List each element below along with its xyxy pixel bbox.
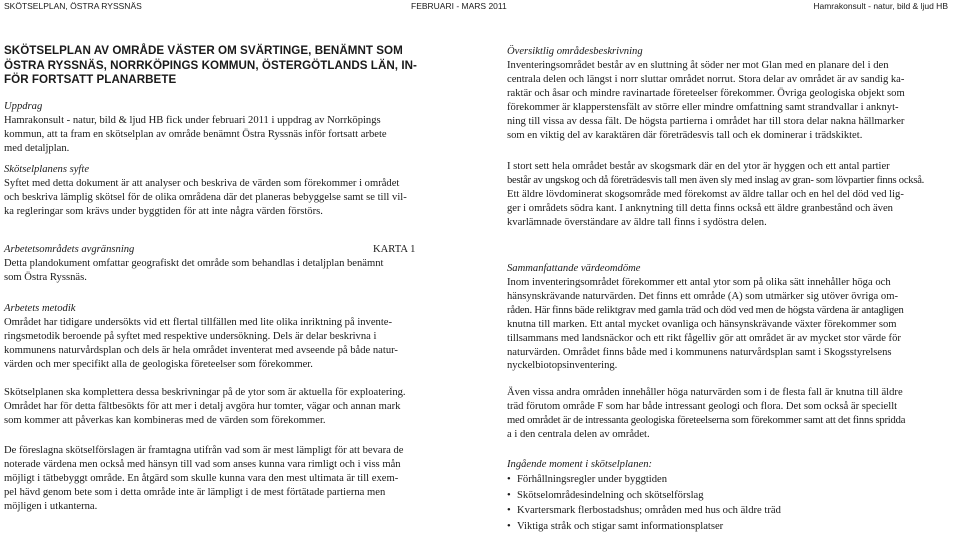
title-line: FÖR FORTSATT PLANARBETE <box>4 73 176 86</box>
paragraph: Inventeringsområdet består av en sluttning åt söder ner mot Glan med en planare del i den centrala delen och längst i norr sluttar området norrut. Stora delar av området är av sandig ka- raktär och åsar och mindre ravinartade företeelser förekommer. Övriga geologiska objekt som förekommer är klapperstensfält av större eller mindre omfattning samt strandvallar i anknyt- ning till vissa av dessa fält. De högsta partierna i området har till stora delar nakna hällmarker som en viktig del av karaktären där företrädesvis tall och ek dominerar i trädskiktet. <box>507 59 955 142</box>
title-line: SKÖTSELPLAN AV OMRÅDE VÄSTER OM SVÄRTINGE, BENÄMNT SOM <box>4 44 403 57</box>
paragraph: Hamrakonsult - natur, bild & ljud HB fick under februari 2011 i uppdrag av Norrköpings kommun, att ta fram en skötselplan av område benämnt Östra Ryssnäs inför fortsatt arbete med detaljplan. <box>4 114 452 156</box>
document-title <box>4 44 444 88</box>
list-item: • Viktiga stråk och stigar samt informationsplatser <box>507 519 955 534</box>
section-ovriga <box>507 386 955 442</box>
paragraph: I stort sett hela området består av skogsmark där en del ytor är hyggen och ett antal partier består av ungskog och då företrädesvis tall men även sly med inslag av gran- som lövpartier finns också. Ett äldre lövdominerat skogsområde med förekomst av äldre tallar och en hel del död ved lig- ger i områdets södra kant. I anknytning till detta finns också ett äldre granbestånd och även kvarlämnade överständare av äldre tall finns i sydöstra delen. <box>507 160 955 230</box>
header-date: FEBRUARI - MARS 2011 <box>411 0 507 12</box>
paragraph: Detta plandokument omfattar geografiskt det område som behandlas i detaljplan benämnt som Östra Ryssnäs. <box>4 257 452 285</box>
map-reference: KARTA 1 <box>373 243 415 257</box>
paragraph: Inom inventeringsområdet förekommer ett antal ytor som på olika sätt innehåller höga och hänsynskrävande naturvärden. Det finns ett område (A) som utmärker sig utöver övriga om- råden. Här finns bäde reliktgrav med gamla träd och död ved men de högsta värdena är antagligen knutna till marken. Ett antal mycket ovanliga och hänsynskrävande växter förekommer som tillsammans med landsnäckor och ett rikt fågelliv gör att området är av mycket stor värde för naturvärden. Området finns både med i kommunens naturvårdsplan samt i Skogsstyrelsens nyckelbiotopsinventering. <box>507 276 955 373</box>
section-heading: Arbetetsområdets avgränsning <box>4 243 452 257</box>
section-avgransning <box>4 243 452 285</box>
section-ingaende <box>507 458 955 534</box>
section-komplettera <box>4 386 452 428</box>
bullet-list <box>507 472 955 534</box>
section-heading: Skötselplanens syfte <box>4 163 452 177</box>
section-heading: Sammanfattande värdeomdöme <box>507 262 955 276</box>
section-heading: Översiktlig områdesbeskrivning <box>507 45 955 59</box>
section-forslag <box>4 444 452 514</box>
section-metodik <box>4 302 452 372</box>
section-vardeomdome <box>507 262 955 373</box>
paragraph: Skötselplanen ska komplettera dessa beskrivningar på de ytor som är aktuella för exploatering. Området har för detta fältbesökts för att mer i detalj avgöra hur tomter, vägar och annan mark som kommer att påverkas kan kombineras med de värden som förekommer. <box>4 386 452 428</box>
list-item: • Förhållningsregler under byggtiden <box>507 472 955 488</box>
section-uppdrag <box>4 100 452 156</box>
paragraph: De föreslagna skötselförslagen är framtagna utifrån vad som är mest lämpligt för att bevara de noterade värdena men också med hänsyn till vad som anses kunna vara rimligt och i viss mån möjligt i tätbebyggt område. En åtgärd som skulle kunna vara den mest ultimata är till exem- pel hävd genom bete som i detta område inte är lämpligt i de mest förtätade partierna men möjligen i utkanterna. <box>4 444 452 514</box>
section-heading: Uppdrag <box>4 100 452 114</box>
page-header <box>0 0 960 12</box>
paragraph: Även vissa andra områden innehåller höga naturvärden som i de flesta fall är knutna till äldre träd förutom område F som har både intressant geologi och flora. Det som också är speciellt med området är de intressanta geologiska företeelserna som förekommer samt att det finns spridda a i den centrala delen av området. <box>507 386 955 442</box>
header-document-name: SKÖTSELPLAN, ÖSTRA RYSSNÄS <box>4 0 142 12</box>
section-heading: Arbetets metodik <box>4 302 452 316</box>
list-item: • Kvartersmark flerbostadshus; områden med hus och äldre träd <box>507 503 955 519</box>
section-heading: Ingående moment i skötselplanen: <box>507 458 955 472</box>
section-oversikt <box>507 45 955 142</box>
header-author: Hamrakonsult - natur, bild & ljud HB <box>813 0 948 12</box>
section-skogsmark <box>507 160 955 230</box>
section-syfte <box>4 163 452 219</box>
paragraph: Syftet med detta dokument är att analyser och beskriva de värden som förekommer i området och beskriva lämplig skötsel för de olika områdena där det planeras bebyggelse samt se till vil- ka regleringar som krävs under byggtiden för att inte några värden förstörs. <box>4 177 452 219</box>
paragraph: Området har tidigare undersökts vid ett flertal tillfällen med lite olika inriktning på invente- ringsmetodik beroende på syftet med respektive undersökning. Dels är delar beskrivna i kommunens naturvårdsplan och dels är hela området inventerat med avseende på både natur- värden och mer specifikt alla de geologiska företeelser som förekommer. <box>4 316 452 372</box>
title-line: ÖSTRA RYSSNÄS, NORRKÖPINGS KOMMUN, ÖSTERGÖTLANDS LÄN, IN- <box>4 59 417 72</box>
list-item: • Skötselområdesindelning och skötselförslag <box>507 488 955 504</box>
